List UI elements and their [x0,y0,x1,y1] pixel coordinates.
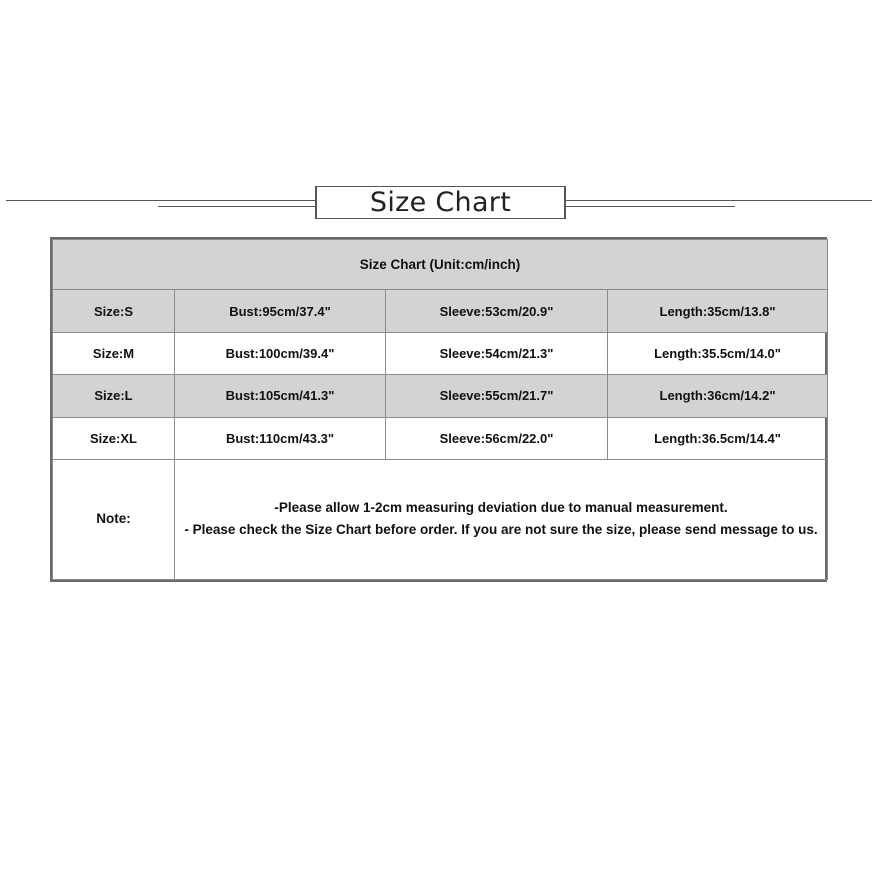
note-row [53,459,828,579]
note-text [175,459,828,579]
table-row [53,417,828,459]
title-banner [315,186,566,219]
size-cell: Size:S [53,290,175,332]
table-row [53,332,828,374]
length-cell: Length:35cm/13.8" [608,290,828,332]
table-caption-row [53,240,828,290]
length-cell: Length:35.5cm/14.0" [608,332,828,374]
length-cell: Length:36.5cm/14.4" [608,417,828,459]
page-title: Size Chart [369,187,512,218]
table-caption: Size Chart (Unit:cm/inch) [53,240,828,290]
sleeve-cell: Sleeve:54cm/21.3" [386,332,608,374]
bust-cell: Bust:95cm/37.4" [175,290,386,332]
size-chart-table [50,237,827,582]
bust-cell: Bust:110cm/43.3" [175,417,386,459]
note-label: Note: [53,459,175,579]
length-cell: Length:36cm/14.2" [608,375,828,417]
sleeve-cell: Sleeve:53cm/20.9" [386,290,608,332]
note-line-1: -Please allow 1-2cm measuring deviation due to manual measurement. [274,500,728,516]
size-cell: Size:XL [53,417,175,459]
size-cell: Size:M [53,332,175,374]
bust-cell: Bust:105cm/41.3" [175,375,386,417]
note-line-2: - Please check the Size Chart before order. If you are not sure the size, please send message to us. [184,522,818,538]
size-cell: Size:L [53,375,175,417]
bust-cell: Bust:100cm/39.4" [175,332,386,374]
table-row [53,290,828,332]
table-row [53,375,828,417]
sleeve-cell: Sleeve:55cm/21.7" [386,375,608,417]
sleeve-cell: Sleeve:56cm/22.0" [386,417,608,459]
